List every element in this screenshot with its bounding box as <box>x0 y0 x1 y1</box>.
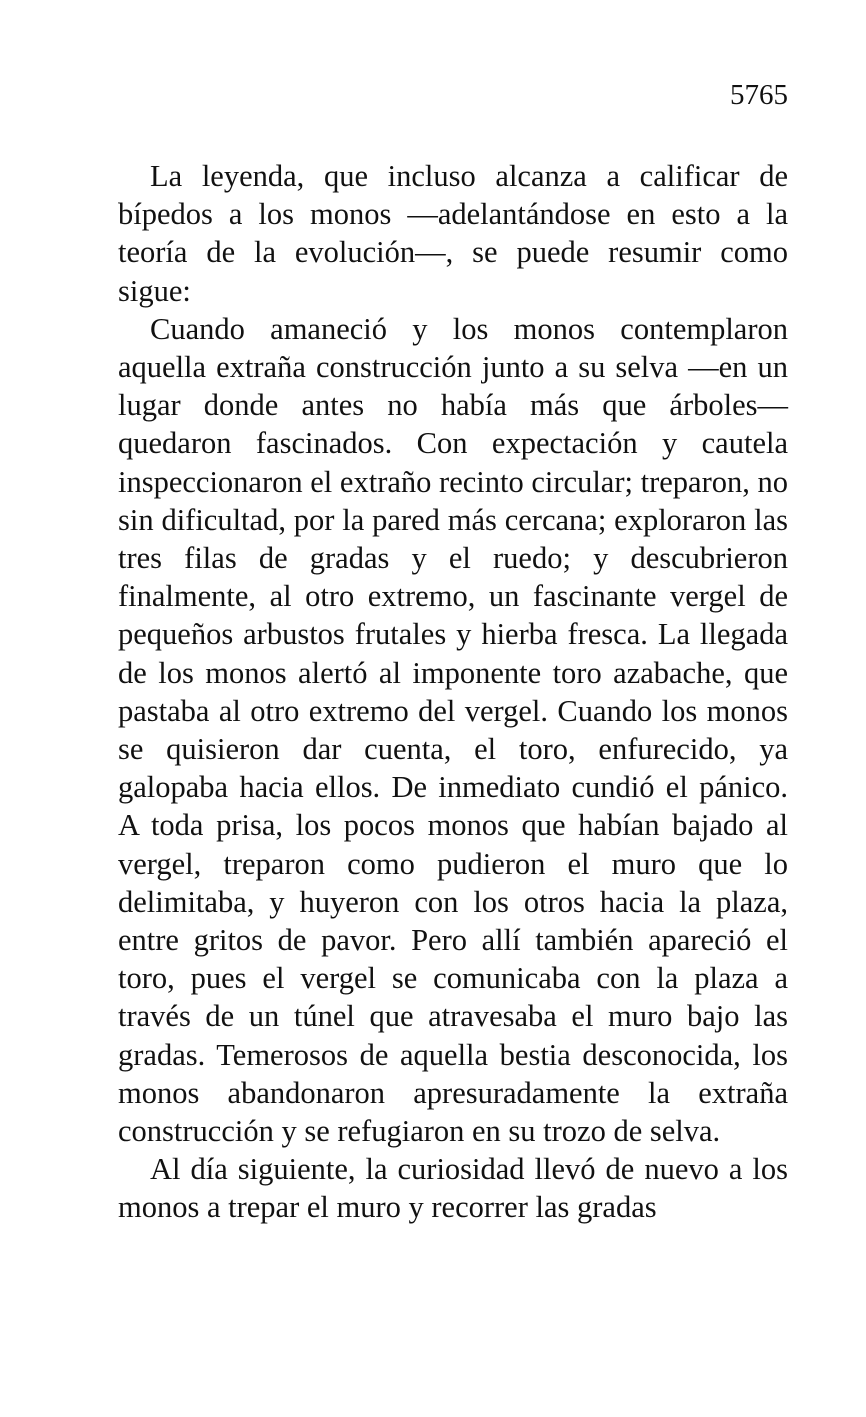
paragraph-3: Al día siguiente, la curiosidad llevó de nuevo a los monos a trepar el muro y recorrer las gradas <box>118 1152 788 1225</box>
paragraph-1: La leyenda, que incluso alcanza a calificar de bípedos a los monos —adelantándose en esto a la teoría de la evolución—, se puede resumir como sigue: <box>118 159 788 308</box>
body-text <box>118 157 788 1227</box>
paragraph-2: Cuando amaneció y los monos contemplaron aquella extraña construcción junto a su selva —en un lugar donde antes no había más que árboles— quedaron fascinados. Con expectación y cautela inspeccionaron el extraño recinto circular; treparon, no sin dificultad, por la pared más cercana; exploraron las tres filas de gradas y el ruedo; y descubrieron finalmente, al otro extremo, un fascinante vergel de pequeños arbustos frutales y hierba fresca. La llegada de los monos alertó al imponente toro azabache, que pastaba al otro extremo del vergel. Cuando los monos se quisieron dar cuenta, el toro, enfurecido, ya galopaba hacia ellos. De inmediato cundió el pánico. A toda prisa, los pocos monos que habían bajado al vergel, treparon como pudieron el muro que lo delimitaba, y huyeron con los otros hacia la plaza, entre gritos de pavor. Pero allí también apareció el toro, pues el vergel se comunicaba con la plaza a través de un túnel que atravesaba el muro bajo las gradas. Temerosos de aquella bestia desconocida, los monos abandonaron apresuradamente la extraña construcción y se refugiaron en su trozo de selva. <box>118 311 788 1149</box>
page-number: 5765 <box>730 79 788 111</box>
